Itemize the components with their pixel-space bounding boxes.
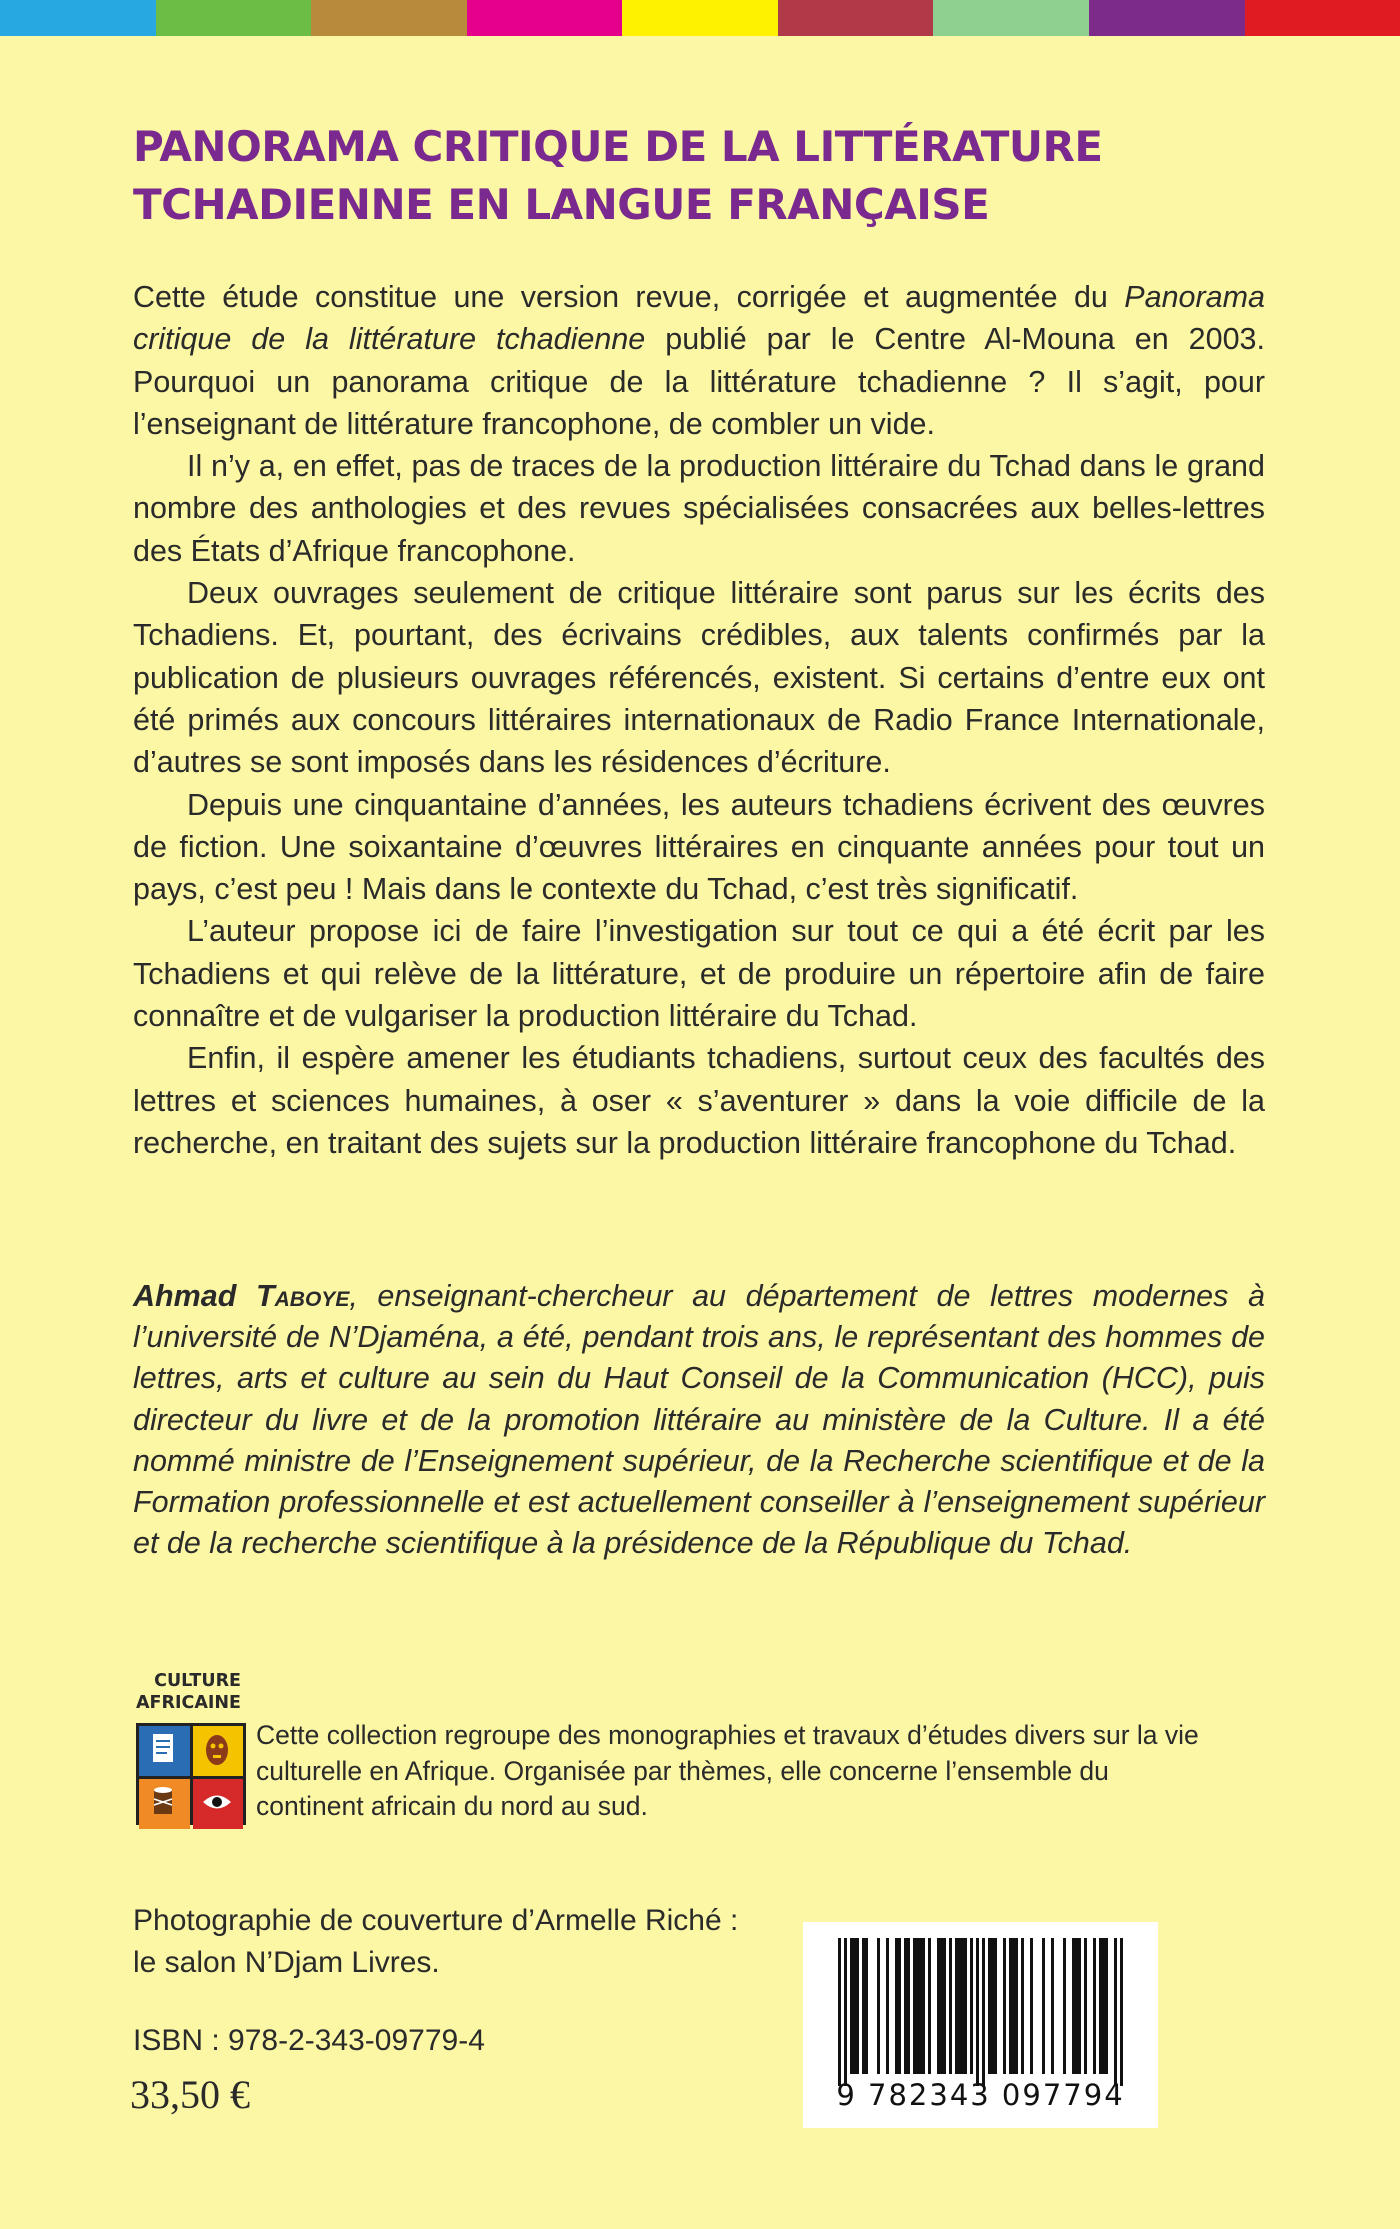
barcode-bar xyxy=(1030,1938,1033,2074)
barcode-bar xyxy=(1093,1938,1096,2074)
color-stripe-1 xyxy=(0,0,156,36)
barcode-bar xyxy=(838,1938,841,2086)
barcode-bar xyxy=(916,1938,919,2074)
isbn: ISBN : 978-2-343-09779-4 xyxy=(133,2024,485,2057)
collection-logo xyxy=(136,1723,246,1825)
barcode-bar xyxy=(1102,1938,1105,2074)
barcode-bar xyxy=(1099,1938,1102,2074)
barcode-bar xyxy=(970,1938,973,2074)
collection-description: Cette collection regroupe des monographies et travaux d’études divers sur la vie culturelle en Afrique. Organisée par thèmes, elle concerne l’ensemble du continent africain du nord au sud. xyxy=(256,1720,1199,1821)
barcode-bar xyxy=(1078,1938,1081,2074)
barcode-bar xyxy=(844,1938,847,2086)
barcode-bar xyxy=(895,1938,898,2074)
eye-icon xyxy=(193,1779,244,1829)
barcode-bar xyxy=(865,1938,868,2074)
barcode xyxy=(803,1922,1158,2128)
barcode-bar xyxy=(1114,1938,1117,2086)
barcode-bar xyxy=(1105,1938,1108,2074)
description-paragraph: L’auteur propose ici de faire l’investigation sur tout ce qui a été écrit par les Tchadiens et qui relève de la littérature, et de produire un répertoire afin de faire connaître et de vulgariser la production littéraire du Tchad. xyxy=(133,914,1265,1034)
barcode-bar xyxy=(982,1938,985,2086)
barcode-bar xyxy=(862,1938,865,2074)
barcode-bar xyxy=(1072,1938,1075,2074)
barcode-bar xyxy=(904,1938,907,2074)
barcode-bar xyxy=(994,1938,997,2074)
book-description xyxy=(133,276,1265,1164)
barcode-bar xyxy=(976,1938,979,2086)
barcode-bar xyxy=(1120,1938,1123,2086)
color-stripe-8 xyxy=(1089,0,1245,36)
color-stripe-9 xyxy=(1245,0,1400,36)
barcode-bar xyxy=(913,1938,916,2074)
barcode-bar xyxy=(850,1938,853,2074)
barcode-bar xyxy=(955,1938,958,2074)
barcode-bar xyxy=(1084,1938,1087,2074)
barcode-bar xyxy=(1015,1938,1018,2074)
barcode-number: 9 782343 097794 xyxy=(836,2078,1125,2112)
description-paragraph: Depuis une cinquantaine d’années, les auteurs tchadiens écrivent des œuvres de fiction. Une soixantaine d’œuvres littéraires en cinquante années pour tout un pays, c’est peu ! Mais dans le contexte du Tchad, c’est très significatif. xyxy=(133,787,1265,907)
barcode-bar xyxy=(1012,1938,1015,2074)
color-stripe-3 xyxy=(311,0,467,36)
description-paragraph: Cette étude constitue une version revue, corrigée et augmentée du Panorama critique de la littérature tchadienne publié par le Centre Al-Mouna en 2003. Pourquoi un panorama critique de la littérature tchadienne ? Il s’agit, pour l’enseignant de littérature francophone, de combler un vide. xyxy=(133,280,1265,441)
color-stripe-2 xyxy=(156,0,312,36)
collection-name: CULTURE AFRICAINE xyxy=(136,1671,241,1713)
drum-icon xyxy=(139,1779,190,1829)
barcode-bar xyxy=(919,1938,922,2074)
color-stripe-7 xyxy=(933,0,1089,36)
author-bio: Ahmad Taboye, enseignant-chercheur au département de lettres modernes à l’université de N’Djaména, a été, pendant trois ans, le représentant des hommes de lettres, arts et culture au sein du Haut Conseil de la Communication (HCC), puis directeur du livre et de la promotion littéraire au ministère de la Culture. Il a été nommé ministre de l’Enseignement supérieur, de la Recherche scientifique et de la Formation professionnelle et est actuellement conseiller à l’enseignement supérieur et de la recherche scientifique à la présidence de la République du Tchad. xyxy=(133,1279,1265,1561)
book-title: PANORAMA CRITIQUE DE LA LITTÉRATURE TCHADIENNE EN LANGUE FRANÇAISE xyxy=(133,122,1103,229)
barcode-bar xyxy=(1003,1938,1006,2074)
description-paragraph: Deux ouvrages seulement de critique littéraire sont parus sur les écrits des Tchadiens. Et, pourtant, des écrivains crédibles, aux talents confirmés par la publication de plusieurs ouvrages référencés, existent. Si certains d’entre eux ont été primés aux concours littéraires internationaux de Radio France Internationale, d’autres se sont imposés dans les résidences d’écriture. xyxy=(133,576,1265,780)
color-stripe-6 xyxy=(778,0,934,36)
mask-icon xyxy=(193,1726,244,1776)
price: 33,50 € xyxy=(130,2072,250,2117)
barcode-bar xyxy=(937,1938,940,2074)
author-name: Ahmad Taboye xyxy=(133,1279,350,1313)
barcode-bar xyxy=(928,1938,931,2074)
barcode-bar xyxy=(1075,1938,1078,2074)
barcode-bar xyxy=(1042,1938,1045,2074)
cited-title: Panorama critique de la littérature tchadienne xyxy=(133,280,1265,357)
barcode-bar xyxy=(961,1938,964,2074)
barcode-bar xyxy=(1009,1938,1012,2074)
description-paragraph: Enfin, il espère amener les étudiants tchadiens, surtout ceux des facultés des lettres et sciences humaines, à oser « s’aventurer » dans la voie difficile de la recherche, en traitant des sujets sur la production littéraire francophone du Tchad. xyxy=(133,1041,1265,1160)
barcode-bar xyxy=(943,1938,946,2074)
barcode-bar xyxy=(940,1938,943,2074)
barcode-bar xyxy=(1063,1938,1066,2074)
barcode-bar xyxy=(964,1938,967,2074)
color-stripe-5 xyxy=(622,0,778,36)
barcode-bar xyxy=(898,1938,901,2074)
color-stripe-bar xyxy=(0,0,1400,36)
barcode-bar xyxy=(1021,1938,1024,2074)
color-stripe-4 xyxy=(467,0,623,36)
barcode-bar xyxy=(922,1938,925,2074)
barcode-bar xyxy=(991,1938,994,2074)
barcode-bar xyxy=(856,1938,859,2074)
barcode-bar xyxy=(988,1938,991,2074)
cover-photo-credit: Photographie de couverture d’Armelle Riché : le salon N’Djam Livres. xyxy=(133,1904,739,1979)
description-paragraph: Il n’y a, en effet, pas de traces de la production littéraire du Tchad dans le grand nombre des anthologies et des revues spécialisées consacrées aux belles-lettres des États d’Afrique francophone. xyxy=(133,449,1265,568)
barcode-bar xyxy=(886,1938,889,2074)
barcode-bar xyxy=(1051,1938,1054,2074)
barcode-bar xyxy=(853,1938,856,2074)
barcode-bar xyxy=(907,1938,910,2074)
barcode-bar xyxy=(877,1938,880,2074)
document-icon xyxy=(139,1726,190,1776)
barcode-bar xyxy=(949,1938,952,2074)
barcode-bar xyxy=(958,1938,961,2074)
